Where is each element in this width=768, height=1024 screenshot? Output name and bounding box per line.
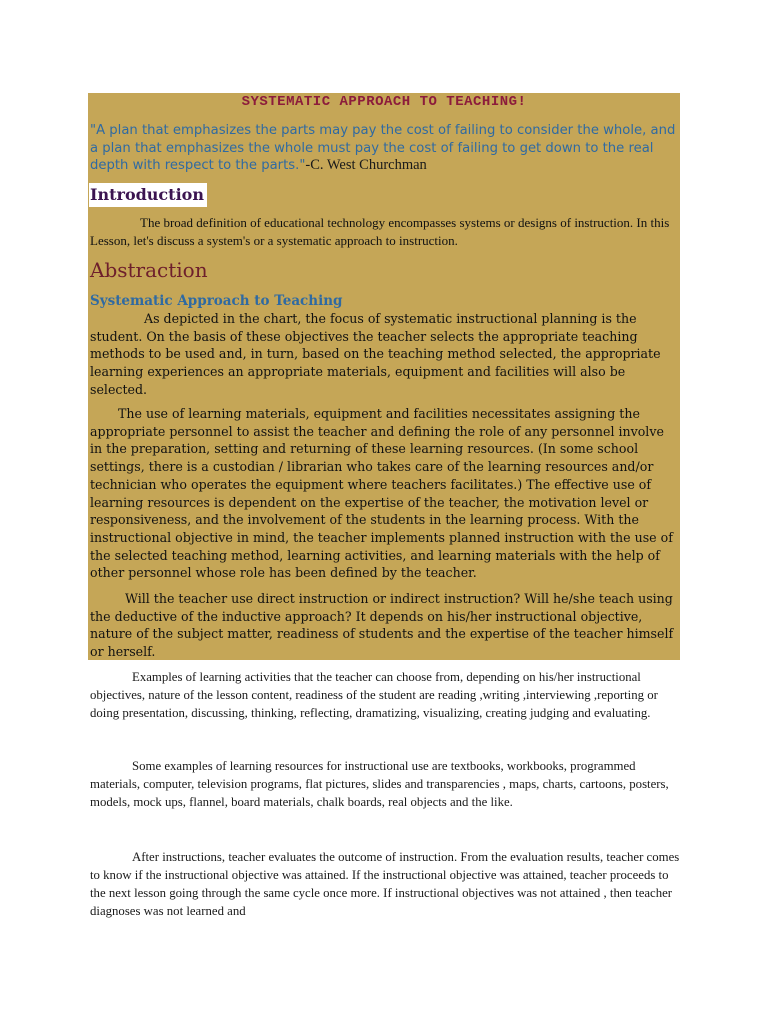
abstraction-paragraph: As depicted in the chart, the focus of systematic instructional planning is the student. On the basis of these objectives the teacher selects the appropriate teaching methods to be used and, in turn, based on the teaching method selected, the appropriate learning experiences an appropriate materials, equipment and facilities will also be selected.	[90, 311, 661, 397]
body-paragraph: Some examples of learning resources for instructional use are textbooks, workbooks, programmed materials, computer, television programs, flat pictures, slides and transparencies , maps, charts, cartoons, posters, models, mock ups, flannel, board materials, chalk boards, real objects and the like.	[90, 759, 669, 809]
introduction-body: The broad definition of educational technology encompasses systems or designs of instruction. In this Lesson, let's discuss a system's or a systematic approach to instruction.	[90, 215, 670, 248]
abstraction-subheading: Systematic Approach to Teaching	[90, 293, 343, 309]
body-paragraph: After instructions, teacher evaluates the outcome of instruction. From the evaluation results, teacher comes to know if the instructional objective was attained. If the instructional objective was attained, teacher proceeds to the next lesson going through the same cycle once more. If instructional objectives was not attained , then teacher diagnoses was not learned and	[90, 850, 680, 918]
abstraction-paragraph: The use of learning materials, equipment and facilities necessitates assigning the appropriate personnel to assist the teacher and defining the role of any personnel involve in the preparation, setting and returning of these learning resources. (In some school settings, there is a custodian / librarian who takes care of the learning resources and/or technician who operates the equipment where teachers facilitates.) The effective use of learning resources is dependent on the expertise of the teacher, the motivation level or responsiveness, and the involvement of the students in the learning process. With the instructional objective in mind, the teacher implements planned instruction with the use of the selected teaching method, learning activities, and learning materials with the help of other personnel whose role has been defined by the teacher.	[90, 406, 673, 581]
abstraction-heading: Abstraction	[90, 258, 208, 282]
document-title: SYSTEMATIC APPROACH TO TEACHING!	[241, 94, 527, 110]
introduction-heading: Introduction	[89, 183, 207, 207]
quote-text: "A plan that emphasizes the parts may pay the cost of failing to consider the whole, and a plan that emphasizes the whole must pay the cost of failing to get down to the real depth with respect to the parts."	[90, 123, 676, 173]
opening-quote	[90, 122, 678, 175]
body-paragraph: Examples of learning activities that the teacher can choose from, depending on his/her instructional objectives, nature of the lesson content, readiness of the student are reading ,writing ,interviewing ,reporting or doing presentation, discussing, thinking, reflecting, dramatizing, visualizing, creating judging and evaluating.	[90, 670, 658, 720]
abstraction-paragraph: Will the teacher use direct instruction or indirect instruction? Will he/she teach using the deductive of the inductive approach? It depends on his/her instructional objective, nature of the subject matter, readiness of students and the expertise of the teacher himself or herself.	[90, 591, 674, 660]
quote-attribution: -C. West Churchman	[305, 157, 427, 173]
